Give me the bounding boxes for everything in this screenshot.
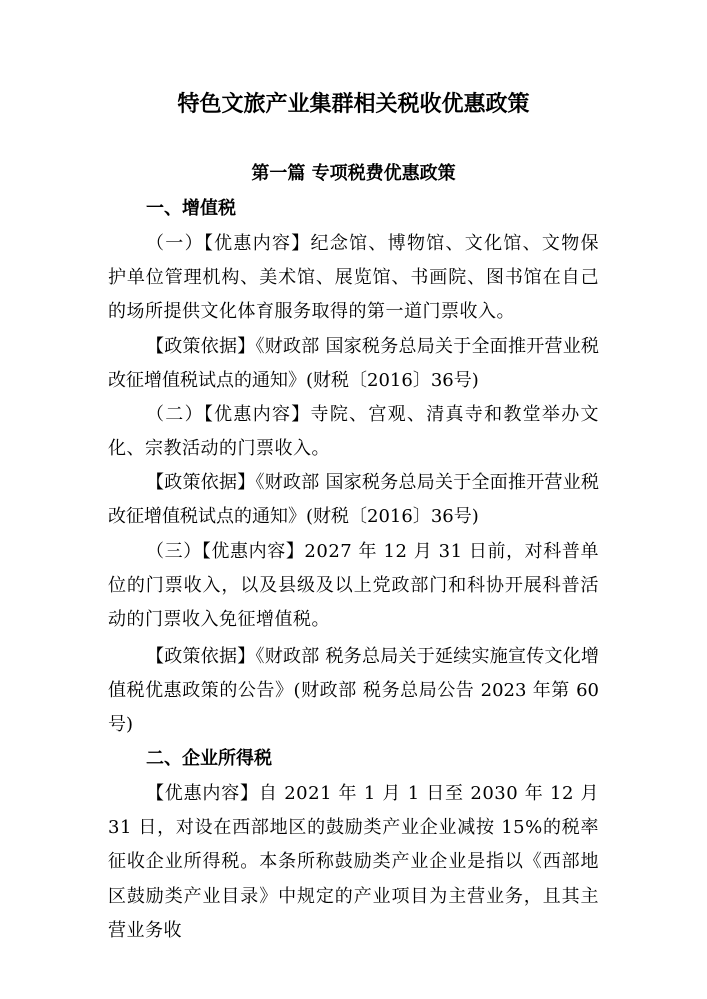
paragraph: （一）【优惠内容】纪念馆、博物馆、文化馆、文物保护单位管理机构、美术馆、展览馆、书画院、图书馆在自己的场所提供文化体育服务取得的第一道门票收入。	[108, 233, 599, 323]
section-heading-cit: 二、企业所得税	[146, 748, 272, 769]
section-heading-vat: 一、增值税	[146, 198, 236, 219]
paragraph: 【政策依据】《财政部 国家税务总局关于全面推开营业税改征增值税试点的通知》(财税〔2016〕36号)	[108, 472, 599, 528]
paragraph: 【政策依据】《财政部 国家税务总局关于全面推开营业税改征增值税试点的通知》(财税〔2016〕36号)	[108, 336, 599, 392]
paragraph: （二）【优惠内容】寺院、宫观、清真寺和教堂举办文化、宗教活动的门票收入。	[108, 404, 599, 460]
part-title: 第一篇 专项税费优惠政策	[251, 163, 456, 184]
paragraph: （三）【优惠内容】2027 年 12 月 31 日前，对科普单位的门票收入，以及县级及以上党政部门和科协开展科普活动的门票收入免征增值税。	[108, 541, 599, 631]
paragraph: 【政策依据】《财政部 税务总局关于延续实施宣传文化增值税优惠政策的公告》(财政部 税务总局公告 2023 年第 60 号)	[108, 646, 599, 736]
document-title: 特色文旅产业集群相关税收优惠政策	[177, 91, 530, 117]
paragraph: 【优惠内容】自 2021 年 1 月 1 日至 2030 年 12 月 31 日，对设在西部地区的鼓励类产业企业减按 15%的税率征收企业所得税。本条所称鼓励类产业企业是指以《西部地区鼓励类产业目录》中规定的产业项目为主营业务，且其主营业务收	[108, 783, 599, 941]
